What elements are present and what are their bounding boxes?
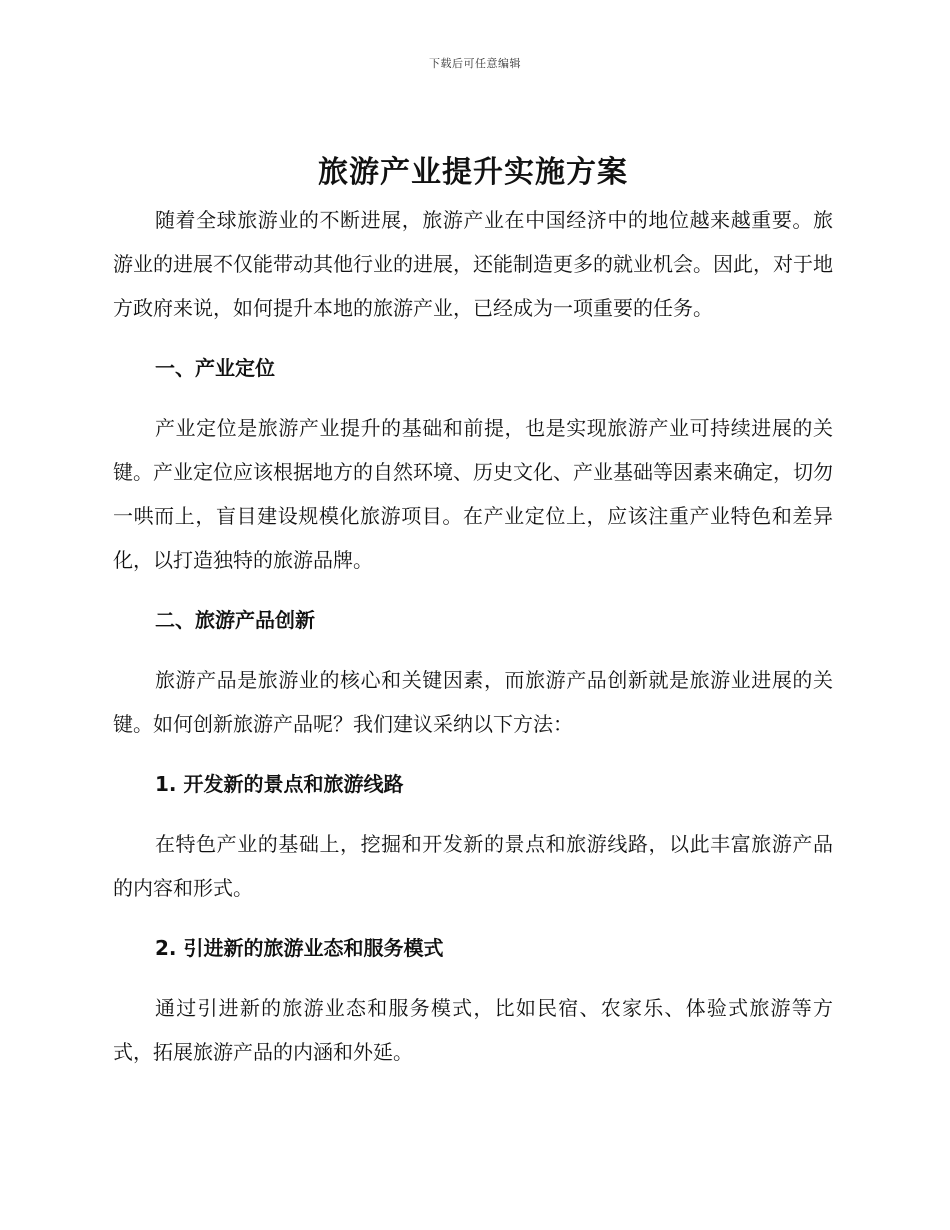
section-heading-product-innovation: 二、旅游产品创新 <box>155 608 315 632</box>
intro-paragraph: 随着全球旅游业的不断进展，旅游产业在中国经济中的地位越来越重要。旅游业的进展不仅能带动其他行业的进展，还能制造更多的就业机会。因此，对于地方政府来说，如何提升本地的旅游产业，已经成为一项重要的任务。 <box>113 208 833 320</box>
document-body <box>113 150 833 1074</box>
subsection-heading-new-attractions: 1. 开发新的景点和旅游线路 <box>155 772 404 796</box>
header-note: 下载后可任意编辑 <box>429 57 521 70</box>
subsection-heading-new-formats: 2. 引进新的旅游业态和服务模式 <box>155 936 444 960</box>
subsection-paragraph-new-attractions: 在特色产业的基础上，挖掘和开发新的景点和旅游线路，以此丰富旅游产品的内容和形式。 <box>113 832 833 900</box>
document-title: 旅游产业提升实施方案 <box>318 155 628 190</box>
section-heading-positioning: 一、产业定位 <box>155 356 275 380</box>
section-paragraph-positioning: 产业定位是旅游产业提升的基础和前提，也是实现旅游产业可持续进展的关键。产业定位应该根据地方的自然环境、历史文化、产业基础等因素来确定，切勿一哄而上，盲目建设规模化旅游项目。在产业定位上，应该注重产业特色和差异化，以打造独特的旅游品牌。 <box>113 416 833 572</box>
section-paragraph-product-innovation: 旅游产品是旅游业的核心和关键因素，而旅游产品创新就是旅游业进展的关键。如何创新旅游产品呢？我们建议采纳以下方法： <box>113 668 833 736</box>
subsection-paragraph-new-formats: 通过引进新的旅游业态和服务模式，比如民宿、农家乐、体验式旅游等方式，拓展旅游产品的内涵和外延。 <box>113 996 833 1064</box>
